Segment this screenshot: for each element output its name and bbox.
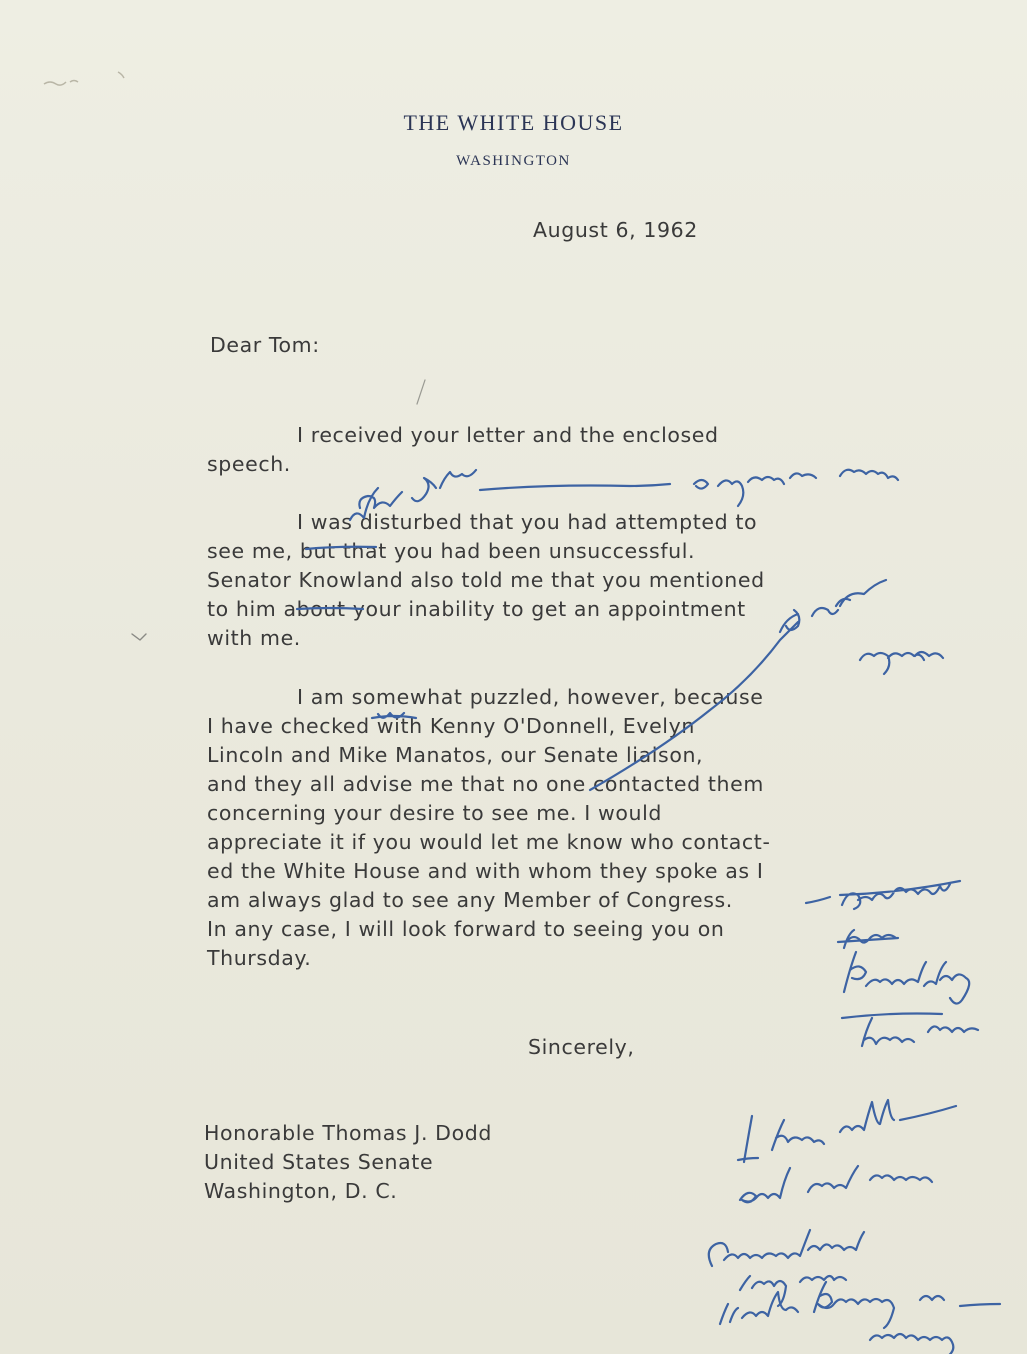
paragraph-2: [207, 508, 765, 653]
handwritten-word: [720, 1282, 1000, 1354]
paragraph-line: Lincoln and Mike Manatos, our Senate liaison,: [207, 743, 704, 767]
paragraph-line: appreciate it if you would let me know who contact-: [207, 830, 771, 854]
paragraph-line: I am somewhat puzzled, however, because: [297, 685, 764, 709]
handwritten-word: [738, 1100, 956, 1162]
recipient-address: [204, 1119, 492, 1206]
paragraph-line: with me.: [207, 626, 301, 650]
paragraph-line: am always glad to see any Member of Congress.: [207, 888, 733, 912]
paragraph-line: and they all advise me that no one contacted them: [207, 772, 764, 796]
paragraph-line: see me, but that you had been unsuccessful.: [207, 539, 696, 563]
paragraph-line: ed the White House and with whom they spoke as I: [207, 859, 764, 883]
handwritten-word: [740, 1276, 846, 1306]
letterhead-title: THE WHITE HOUSE: [403, 110, 624, 135]
paragraph-line: Senator Knowland also told me that you mentioned: [207, 568, 765, 592]
paragraph-line: I have checked with Kenny O'Donnell, Evelyn: [207, 714, 695, 738]
handwritten-dash: [806, 897, 830, 903]
paragraph-line: speech.: [207, 452, 291, 476]
address-line: Honorable Thomas J. Dodd: [204, 1121, 492, 1145]
handwritten-word: [740, 1166, 932, 1202]
paragraph-line: to him about your inability to get an appointment: [207, 597, 746, 621]
paragraph-line: I received your letter and the enclosed: [297, 423, 719, 447]
paragraph-line: concerning your desire to see me. I would: [207, 801, 662, 825]
closing: Sincerely,: [528, 1035, 635, 1059]
paragraph-line: Thursday.: [207, 946, 312, 970]
handwritten-insertion: [860, 652, 943, 674]
letterhead-city: WASHINGTON: [456, 153, 571, 169]
paragraph-line: I was disturbed that you had attempted to: [297, 510, 758, 534]
paragraph-1: [207, 421, 719, 479]
address-line: Washington, D. C.: [204, 1179, 398, 1203]
address-line: United States Senate: [204, 1150, 434, 1174]
margin-tick-mark: [132, 634, 146, 640]
salutation: Dear Tom:: [210, 333, 320, 357]
handwritten-crossed-word: [840, 881, 960, 909]
handwritten-word: [842, 1014, 978, 1047]
handwritten-crossed-word: [838, 930, 898, 948]
pencil-stroke-mark: [417, 380, 425, 404]
handwritten-word: [709, 1230, 864, 1266]
paragraph-3: [207, 683, 770, 973]
paragraph-line: In any case, I will look forward to seeing you on: [207, 917, 725, 941]
letter-date: August 6, 1962: [533, 218, 698, 242]
handwritten-word: [844, 952, 969, 1004]
paper-smudge-mark: [40, 66, 140, 90]
